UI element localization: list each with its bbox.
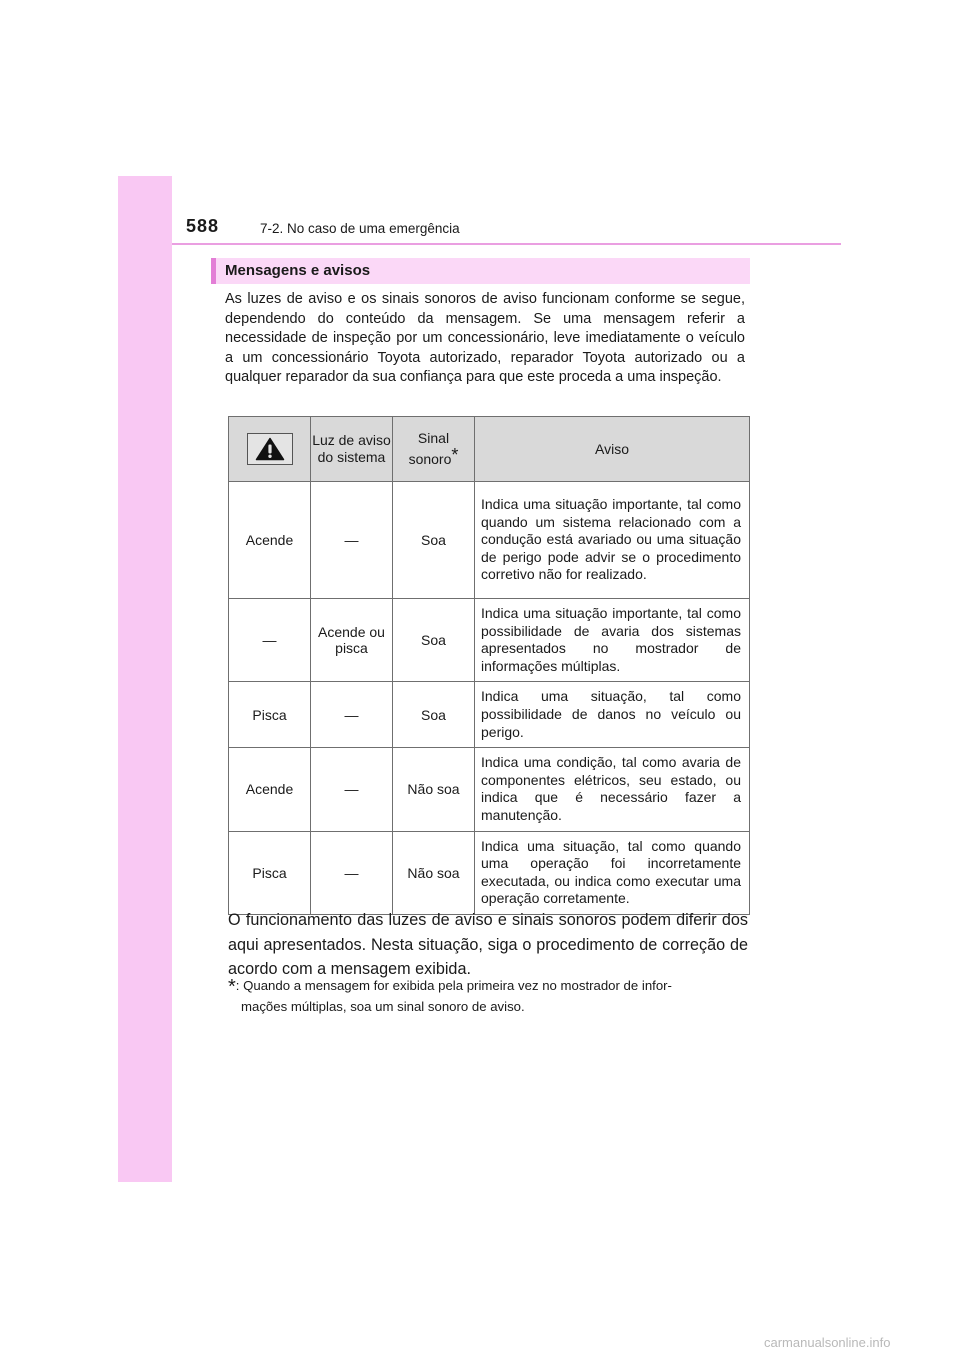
- warning-triangle-icon: [255, 437, 285, 461]
- warning-icon-box: [247, 433, 293, 465]
- section-title: Mensagens e avisos: [211, 258, 750, 284]
- cell-light: —: [311, 831, 393, 914]
- side-tab-band: [118, 176, 172, 1182]
- intro-paragraph: As luzes de aviso e os sinais sonoros de aviso funcionam conforme se segue, dependendo do conteúdo da mensagem. Se uma mensagem referir a necessidade de inspeção por um concessionário, leve imediatamente o veículo a um concessionário Toyota autorizado, reparador Toyota autorizado ou a qualquer reparador da sua confiança para que este proceda a uma inspeção.: [225, 291, 745, 386]
- table-row: [229, 831, 750, 914]
- footnote-line-2: mações múltiplas, soa um sinal sonoro de aviso.: [241, 999, 525, 1014]
- cell-icon: Acende: [229, 482, 311, 599]
- cell-icon: Pisca: [229, 831, 311, 914]
- header-buzzer-label: Sinal sonoro: [408, 430, 452, 467]
- table-row: [229, 748, 750, 831]
- header-icon-cell: [229, 417, 311, 482]
- watermark: carmanualsonline.info: [764, 1335, 891, 1350]
- cell-desc: Indica uma situação importante, tal como quando um sistema relacionado com a condução está avariado ou uma situação de perigo pode advir se o procedimento corretivo não for realizado.: [475, 482, 750, 599]
- table-row: [229, 682, 750, 748]
- table-header-row: [229, 417, 750, 482]
- table-row: [229, 482, 750, 599]
- footnote-star: *: [451, 445, 459, 465]
- cell-desc: Indica uma situação, tal como quando uma operação foi incorretamente executada, ou indica como executar uma operação corretamente.: [475, 831, 750, 914]
- cell-buzzer: Soa: [393, 482, 475, 599]
- cell-icon: —: [229, 599, 311, 682]
- cell-desc: Indica uma condição, tal como avaria de componentes elétricos, seu estado, ou indica que é necessário fazer a manutenção.: [475, 748, 750, 831]
- cell-buzzer: Soa: [393, 682, 475, 748]
- cell-light: —: [311, 682, 393, 748]
- footnote-mark: *: [228, 976, 236, 998]
- chapter-heading: 7-2. No caso de uma emergência: [260, 221, 460, 236]
- cell-desc: Indica uma situação importante, tal como possibilidade de avaria dos sistemas apresentados no mostrador de informações múltiplas.: [475, 599, 750, 682]
- closing-paragraph: O funcionamento das luzes de aviso e sinais sonoros podem diferir dos aqui apresentados. Nesta situação, siga o procedimento de correção de acordo com a mensagem exibida.: [228, 911, 748, 979]
- cell-icon: Acende: [229, 748, 311, 831]
- cell-light: Acende ou pisca: [311, 599, 393, 682]
- header-buzzer: [393, 417, 475, 482]
- cell-desc: Indica uma situação, tal como possibilidade de danos no veículo ou perigo.: [475, 682, 750, 748]
- cell-buzzer: Não soa: [393, 831, 475, 914]
- header-light: Luz de aviso do sistema: [311, 417, 393, 482]
- table-row: [229, 599, 750, 682]
- cell-buzzer: Soa: [393, 599, 475, 682]
- header-warning: Aviso: [475, 417, 750, 482]
- header-rule: [172, 243, 841, 245]
- cell-icon: Pisca: [229, 682, 311, 748]
- cell-light: —: [311, 482, 393, 599]
- warning-table: [228, 416, 750, 915]
- footnote: [228, 976, 748, 1017]
- cell-buzzer: Não soa: [393, 748, 475, 831]
- footnote-line-1: : Quando a mensagem for exibida pela primeira vez no mostrador de infor-: [235, 978, 672, 993]
- page-number: 588: [186, 216, 220, 236]
- cell-light: —: [311, 748, 393, 831]
